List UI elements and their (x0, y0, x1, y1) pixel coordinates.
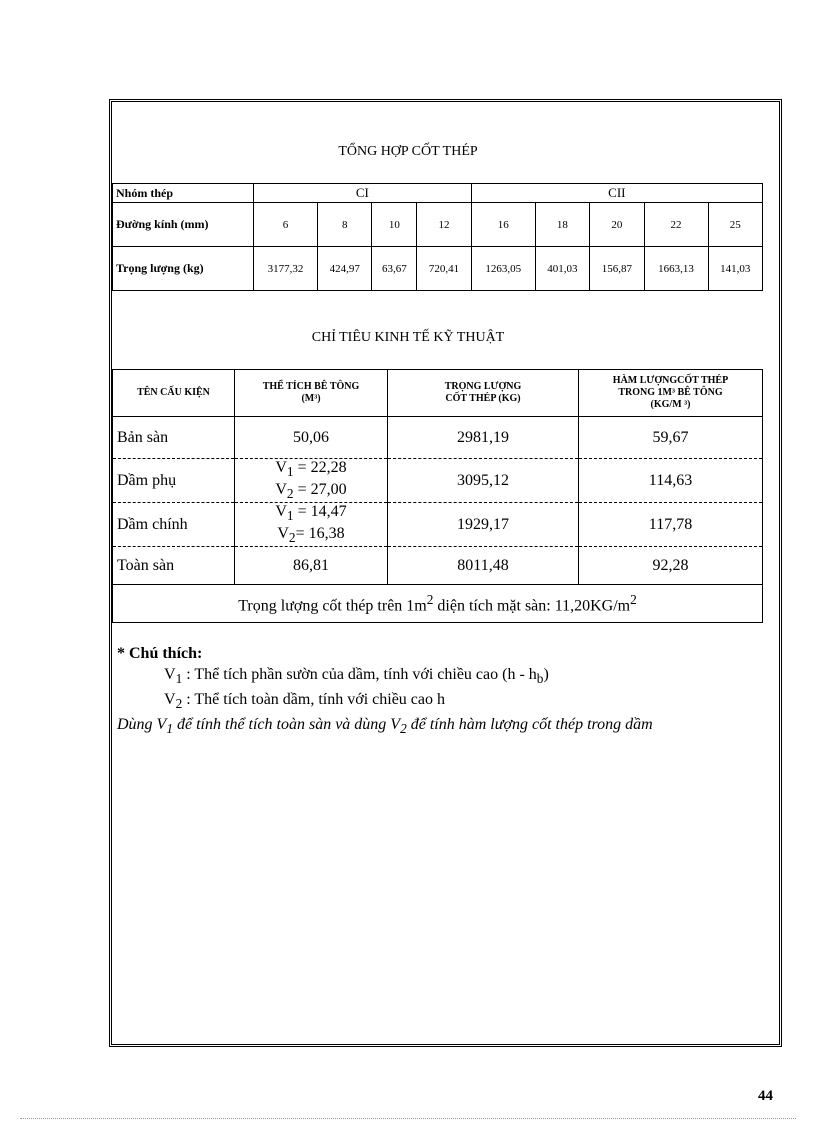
group-label: Nhóm thép (113, 184, 254, 203)
v-sub: 1 (166, 721, 173, 737)
bottom-divider (20, 1118, 796, 1119)
v-value: = 14,47 (293, 503, 347, 521)
diameter-cell: 18 (535, 203, 589, 247)
v-symbol: V (275, 480, 287, 498)
v-value: = 16,38 (295, 524, 345, 542)
summary-sup: 2 (426, 591, 434, 607)
note-text: ) (543, 666, 549, 683)
weight-cell: 424,97 (318, 247, 372, 291)
table-row (113, 503, 763, 547)
header-volume-line: (M³) (301, 393, 321, 404)
v-symbol: V (277, 524, 289, 542)
note-line-v1 (117, 664, 653, 689)
diameter-cell: 22 (644, 203, 708, 247)
v-sub: 2 (175, 696, 183, 712)
diameter-cell: 25 (708, 203, 762, 247)
weight-cell: 720,41 (417, 247, 471, 291)
weight-cell: 401,03 (535, 247, 589, 291)
component-name: Bản sàn (113, 417, 235, 459)
table-row (113, 547, 763, 585)
table-row (113, 459, 763, 503)
weight-cell: 3177,32 (254, 247, 318, 291)
header-volume-line: THỂ TÍCH BÊ TÔNG (262, 381, 360, 392)
volume-v2 (235, 481, 387, 502)
header-weight-line: CỐT THÉP (KG) (445, 393, 521, 404)
ratio-cell: 59,67 (579, 417, 763, 459)
v-symbol: V (275, 459, 287, 477)
volume-v2 (235, 525, 387, 546)
v-sub: 2 (288, 529, 296, 545)
diameter-cell: 16 (471, 203, 535, 247)
diameter-cell: 20 (590, 203, 644, 247)
note-text: Dùng V (117, 716, 167, 734)
diameter-cell: 12 (417, 203, 471, 247)
steel-summary-table (112, 183, 763, 291)
volume-cell: 50,06 (235, 417, 388, 459)
diameter-cell: 8 (318, 203, 372, 247)
v-sub: 2 (400, 721, 407, 737)
weight-cell: 1663,13 (644, 247, 708, 291)
v-sub: 1 (175, 671, 183, 687)
weight-cell: 2981,19 (388, 417, 579, 459)
weight-label: Trọng lượng (kg) (113, 247, 254, 291)
diameter-cell: 10 (372, 203, 417, 247)
v-sub: 1 (286, 464, 294, 480)
summary-sup: 2 (630, 591, 637, 607)
weight-cell: 8011,48 (388, 547, 579, 585)
technical-indicators-title: CHỈ TIÊU KINH TẾ KỸ THUẬT (311, 330, 505, 345)
header-ratio-line: HÀM LƯỢNGCỐT THÉP (612, 375, 729, 386)
v-sub: 1 (286, 508, 294, 524)
v-symbol: V (164, 691, 176, 709)
note-text: để tính hàm lượng cốt thép trong dầm (406, 716, 653, 734)
summary-text: diện tích mặt sàn: 11,20KG/m (433, 597, 631, 615)
weight-cell: 156,87 (590, 247, 644, 291)
weight-cell: 1929,17 (388, 503, 579, 547)
header-ratio (579, 370, 763, 417)
page-number: 44 (758, 1088, 773, 1104)
v-value: = 27,00 (293, 480, 347, 498)
h-sub: b (536, 671, 544, 687)
volume-cell (235, 459, 388, 503)
header-ratio-line: TRONG 1M³ BÊ TÔNG (618, 387, 723, 398)
group-ci: CI (254, 184, 472, 203)
ratio-cell: 117,78 (579, 503, 763, 547)
volume-v1 (235, 459, 387, 480)
component-name: Dầm phụ (113, 459, 235, 503)
header-weight (388, 370, 579, 417)
weight-cell: 63,67 (372, 247, 417, 291)
v-value: = 22,28 (293, 459, 347, 477)
summary-cell (113, 585, 763, 623)
note-line-v2 (117, 689, 653, 714)
summary-row (113, 585, 763, 623)
table-row (113, 203, 763, 247)
ratio-cell: 92,28 (579, 547, 763, 585)
summary-text: Trọng lượng cốt thép trên 1m (238, 597, 427, 615)
diameter-cell: 6 (254, 203, 318, 247)
v-symbol: V (164, 666, 176, 683)
table-row (113, 417, 763, 459)
component-name: Dầm chính (113, 503, 235, 547)
volume-v1 (235, 503, 387, 524)
ratio-cell: 114,63 (579, 459, 763, 503)
v-symbol: V (275, 503, 287, 521)
table-row (113, 184, 763, 203)
header-name: TÊN CẤU KIỆN (113, 370, 235, 417)
component-name: Toàn sàn (113, 547, 235, 585)
volume-cell: 86,81 (235, 547, 388, 585)
weight-cell: 141,03 (708, 247, 762, 291)
header-volume (235, 370, 388, 417)
weight-cell: 1263,05 (471, 247, 535, 291)
technical-indicators-table (112, 369, 763, 623)
weight-cell: 3095,12 (388, 459, 579, 503)
steel-summary-title: TỔNG HỢP CỐT THÉP (338, 144, 478, 159)
header-weight-line: TRỌNG LƯỢNG (444, 381, 522, 392)
group-cii: CII (471, 184, 762, 203)
table-header-row (113, 370, 763, 417)
note-text: : Thể tích phần sườn của dầm, tính với chiều cao (h - h (182, 666, 537, 683)
note-text: để tính thể tích toàn sàn và dùng V (173, 716, 401, 734)
v-sub: 2 (286, 485, 294, 501)
header-ratio-line: (KG/M ³) (650, 399, 691, 410)
diameter-label: Đường kính (mm) (113, 203, 254, 247)
note-line-usage (117, 714, 653, 739)
notes-title: * Chú thích: (117, 645, 203, 662)
notes-section (117, 643, 653, 740)
volume-cell (235, 503, 388, 547)
table-row (113, 247, 763, 291)
note-text: : Thể tích toàn dầm, tính với chiều cao h (182, 691, 445, 709)
